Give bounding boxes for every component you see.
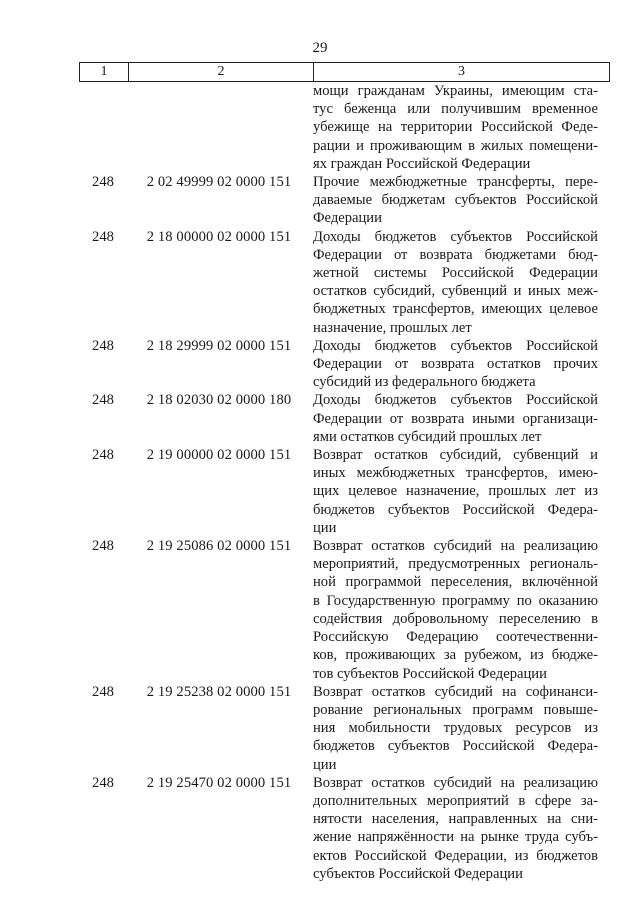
table-row <box>79 774 610 883</box>
admin-code-cell <box>79 683 127 774</box>
description-line: в Государственную программу по оказанию <box>313 592 598 609</box>
admin-code-cell <box>79 337 127 392</box>
admin-code-cell <box>79 228 127 337</box>
admin-code-cell <box>79 774 127 883</box>
description-line: ной программой переселения, включённой <box>313 574 598 591</box>
description-line: иных межбюджетных трансфертов, имею- <box>313 465 598 482</box>
budget-code-cell <box>127 391 311 446</box>
admin-code-cell <box>79 391 127 446</box>
description-line: ях граждан Российской Федерации <box>313 155 531 172</box>
description-line: щих целевое назначение, прошлых лет из <box>313 483 598 500</box>
description-line: рации и проживающим в жилых помещени- <box>313 137 598 154</box>
description-line: жение напряжённости на рынке труда субъ- <box>313 829 598 846</box>
budget-code: 2 18 02030 02 0000 180 <box>146 392 292 409</box>
description-line: Прочие межбюджетные трансферты, пере- <box>313 174 598 191</box>
description-line: тус беженца или получившим временное <box>313 101 598 118</box>
admin-code-cell <box>79 82 127 173</box>
description-line: остатков субсидий, субвенций и иных меж- <box>313 283 598 300</box>
budget-codes-table <box>79 62 610 883</box>
budget-code-cell <box>127 82 311 173</box>
description-line: ков, проживающих за рубежом, из бюдже- <box>313 647 598 664</box>
header-col-3: 3 <box>458 64 465 79</box>
budget-code: 2 19 00000 02 0000 151 <box>146 447 292 464</box>
description-line: Федерации <box>313 210 382 227</box>
description-line: назначение, прошлых лет <box>313 319 472 336</box>
description-line: Федерации от возврата остатков прочих <box>313 356 598 373</box>
budget-code: 2 19 25470 02 0000 151 <box>146 774 292 791</box>
budget-code-cell <box>127 173 311 228</box>
page-number: 29 <box>312 40 328 56</box>
table-row <box>79 82 610 173</box>
description-line: ями остатков субсидий прошлых лет <box>313 428 542 445</box>
admin-code: 248 <box>92 447 114 464</box>
income-description <box>311 337 610 392</box>
description-line: содействия добровольному переселению в <box>313 610 598 627</box>
budget-code-cell <box>127 446 311 537</box>
description-line: даваемые бюджетам субъектов Российской <box>313 192 598 209</box>
admin-code: 248 <box>92 392 114 409</box>
budget-code-cell <box>127 683 311 774</box>
income-description <box>311 173 610 228</box>
description-line: убежище на территории Российской Феде- <box>313 119 598 136</box>
header-col-1: 1 <box>80 63 129 81</box>
description-line: субсидий из федерального бюджета <box>313 374 536 391</box>
description-line: бюджетов субъектов Российской Федера- <box>313 501 598 518</box>
description-line: нятости населения, направленных на сни- <box>313 811 598 828</box>
description-line: бюджетных трансфертов, имеющих целевое <box>313 301 598 318</box>
description-line: Федерации от возврата иными организаци- <box>313 410 598 427</box>
table-row <box>79 446 610 537</box>
description-line: Возврат остатков субсидий, субвенций и <box>313 447 598 464</box>
budget-code: 2 18 00000 02 0000 151 <box>146 228 292 245</box>
admin-code: 248 <box>92 228 114 245</box>
description-line: ции <box>313 756 337 773</box>
admin-code-cell <box>79 173 127 228</box>
description-line: Доходы бюджетов субъектов Российской <box>313 337 598 354</box>
description-line: Доходы бюджетов субъектов Российской <box>313 392 598 409</box>
table-header <box>79 62 610 82</box>
admin-code: 248 <box>92 337 114 354</box>
admin-code: 248 <box>92 683 114 700</box>
table-body <box>79 82 610 883</box>
budget-code: 2 02 49999 02 0000 151 <box>146 174 292 191</box>
description-line: дополнительных мероприятий в сфере за- <box>313 792 598 809</box>
admin-code: 248 <box>92 174 114 191</box>
income-description <box>311 774 610 883</box>
table-row <box>79 337 610 392</box>
budget-code-cell <box>127 228 311 337</box>
description-line: Российскую Федерацию соотечественни- <box>313 629 598 646</box>
budget-code-cell <box>127 774 311 883</box>
table-row <box>79 391 610 446</box>
income-description <box>311 82 610 173</box>
header-col-2: 2 <box>129 63 314 81</box>
description-line: ции <box>313 519 337 536</box>
admin-code-cell <box>79 446 127 537</box>
description-line: бюджетов субъектов Российской Федера- <box>313 738 598 755</box>
budget-code: 2 19 25086 02 0000 151 <box>146 538 292 555</box>
admin-code-cell <box>79 537 127 683</box>
description-line: Возврат остатков субсидий на софинанси- <box>313 683 598 700</box>
description-line: мощи гражданам Украины, имеющим ста- <box>313 83 598 99</box>
income-description <box>311 537 610 683</box>
table-row <box>79 173 610 228</box>
budget-code: 2 18 29999 02 0000 151 <box>146 337 292 354</box>
income-description <box>311 391 610 446</box>
description-line: тов субъектов Российской Федерации <box>313 665 547 682</box>
admin-code: 248 <box>92 774 114 791</box>
table-row <box>79 683 610 774</box>
description-line: ектов Российской Федерации, из бюджетов <box>313 847 598 864</box>
description-line: Возврат остатков субсидий на реализацию <box>313 774 598 791</box>
description-line: жетной системы Российской Федерации <box>313 265 598 282</box>
description-line: ния мобильности трудовых ресурсов из <box>313 720 598 737</box>
description-line: субъектов Российской Федерации <box>313 865 523 882</box>
description-line: Возврат остатков субсидий на реализацию <box>313 538 598 555</box>
description-line: мероприятий, предусмотренных региональ- <box>313 556 598 573</box>
income-description <box>311 228 610 337</box>
budget-code-cell <box>127 537 311 683</box>
table-row <box>79 228 610 337</box>
budget-code-cell <box>127 337 311 392</box>
description-line: рование региональных программ повыше- <box>313 701 598 718</box>
description-line: Федерации от возврата бюджетами бюд- <box>313 246 598 263</box>
admin-code: 248 <box>92 538 114 555</box>
description-line: Доходы бюджетов субъектов Российской <box>313 228 598 245</box>
income-description <box>311 683 610 774</box>
income-description <box>311 446 610 537</box>
table-row <box>79 537 610 683</box>
budget-code: 2 19 25238 02 0000 151 <box>146 683 292 700</box>
